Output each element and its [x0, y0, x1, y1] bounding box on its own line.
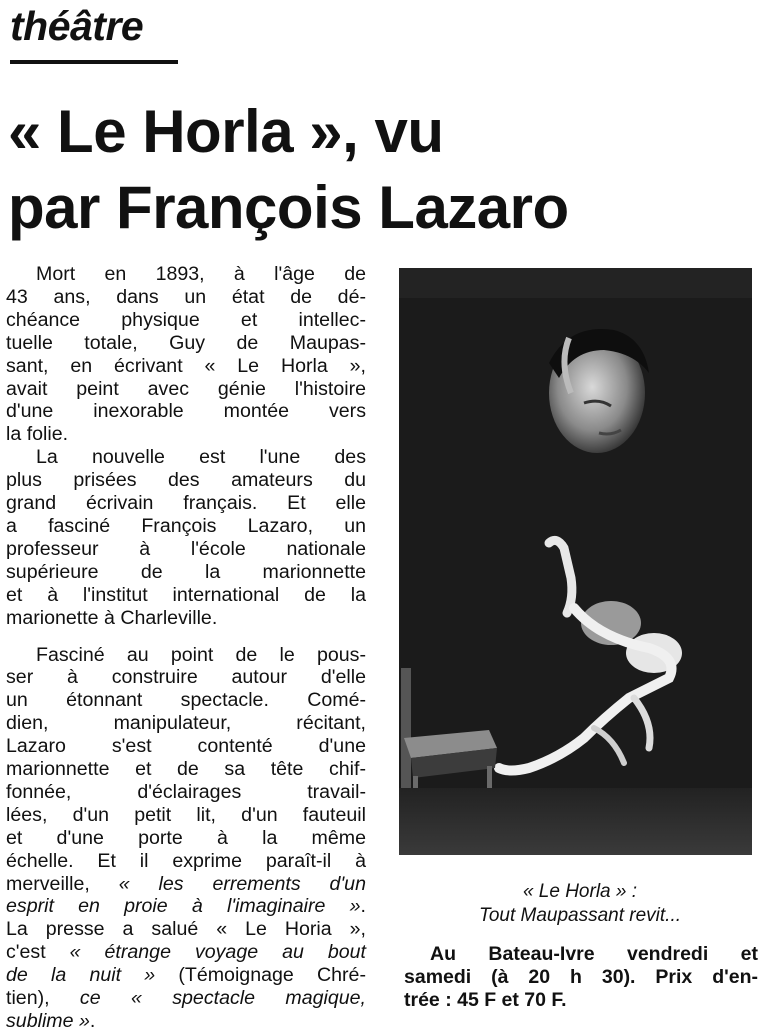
- body-text: (Témoignage Chré-: [155, 964, 366, 987]
- body-text: merveille,: [6, 872, 119, 895]
- quote-text: « les errements d'un: [118, 872, 366, 895]
- body-line: ser à construire autour d'elle: [6, 666, 366, 689]
- photo-illustration: [399, 268, 752, 855]
- quote-text: sublime »: [6, 1010, 90, 1032]
- body-line: Mort en 1893, à l'âge de: [36, 263, 366, 285]
- body-line: d'une inexorable montée vers: [6, 400, 366, 423]
- body-line: et d'une porte à la même: [6, 826, 366, 849]
- body-line: la folie.: [6, 423, 69, 446]
- rubric-underline: [10, 60, 178, 64]
- article-body: [6, 263, 366, 1033]
- caption-line: Tout Maupassant revit...: [478, 905, 682, 926]
- body-line: [6, 873, 366, 896]
- body-line: et à l'institut international de la: [6, 583, 366, 606]
- quote-text: de la nuit »: [6, 964, 156, 987]
- performance-info: [404, 943, 758, 1012]
- headline-line-1: « Le Horla », vu: [8, 98, 444, 165]
- quote-text: ce « spectacle magique,: [79, 987, 366, 1010]
- body-line: La presse a salué « Le Horia »,: [6, 918, 366, 941]
- info-line: trée : 45 F et 70 F.: [404, 989, 567, 1011]
- quote-text: « étrange voyage au bout: [69, 941, 366, 964]
- body-line: [6, 987, 366, 1010]
- info-line: Au Bateau-Ivre vendredi et: [430, 943, 758, 965]
- body-line: Lazaro s'est contenté d'une: [6, 735, 366, 758]
- body-line: [6, 895, 366, 918]
- body-line: dien, manipulateur, récitant,: [6, 712, 366, 735]
- body-line: [6, 964, 366, 987]
- body-text: c'est: [6, 941, 70, 964]
- body-line: avait peint avec génie l'histoire: [6, 377, 366, 400]
- body-line: sant, en écrivant « Le Horla »,: [6, 354, 366, 377]
- body-line: 43 ans, dans un état de dé-: [6, 285, 366, 308]
- puppet-stage-photo: [399, 268, 752, 855]
- body-line: [6, 1010, 366, 1033]
- body-line: plus prisées des amateurs du: [6, 469, 366, 492]
- body-line: [6, 941, 366, 964]
- body-line: Fasciné au point de le pous-: [36, 643, 366, 666]
- body-line: marionette à Charleville.: [6, 606, 218, 629]
- body-line: professeur à l'école nationale: [6, 537, 366, 560]
- body-line: a fasciné François Lazaro, un: [6, 514, 366, 537]
- body-line: La nouvelle est l'une des: [36, 446, 366, 469]
- body-line: grand écrivain français. Et elle: [6, 492, 366, 515]
- body-text: tien),: [6, 987, 80, 1010]
- body-text: .: [89, 1010, 96, 1032]
- body-line: fonnée, d'éclairages travail-: [6, 780, 366, 803]
- body-line: marionnette et de sa tête chif-: [6, 758, 366, 781]
- headline-line-2: par François Lazaro: [8, 174, 569, 241]
- info-line: samedi (à 20 h 30). Prix d'en-: [404, 966, 758, 988]
- paragraph-1: [6, 263, 366, 446]
- quote-text: esprit en proie à l'imaginaire »: [6, 895, 361, 918]
- body-line: supérieure de la marionnette: [6, 560, 366, 583]
- body-line: tuelle totale, Guy de Maupas-: [6, 331, 366, 354]
- body-line: chéance physique et intellec-: [6, 308, 366, 331]
- caption-line: « Le Horla » :: [522, 881, 638, 902]
- body-text: .: [360, 895, 366, 918]
- section-rubric: théâtre: [10, 3, 144, 49]
- body-line: un étonnant spectacle. Comé-: [6, 689, 366, 712]
- paragraph-3: [6, 644, 366, 1033]
- body-line: échelle. Et il exprime paraît-il à: [6, 849, 366, 872]
- body-line: lées, d'un petit lit, d'un fauteuil: [6, 803, 366, 826]
- paragraph-2: [6, 446, 366, 629]
- photo-caption: [420, 880, 740, 928]
- article-headline: [8, 94, 768, 246]
